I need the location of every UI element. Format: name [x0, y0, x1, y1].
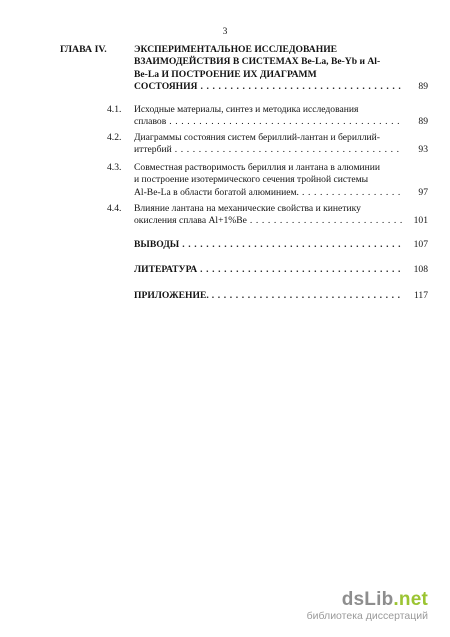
section-number: 4.1. — [107, 104, 122, 115]
chapter-title-line: СОСТОЯНИЯ . . . — [134, 81, 402, 93]
chapter-title-line: ЭКСПЕРИМЕНТАЛЬНОЕ ИССЛЕДОВАНИЕ — [134, 44, 338, 55]
section-page: 89 — [418, 116, 428, 128]
section-title-line: Влияние лантана на механические свойства и кинетику — [134, 203, 361, 214]
conclusions-page: 107 — [413, 239, 428, 250]
section-title-line: окисления сплава Al+1%Be . . . — [134, 215, 402, 227]
section-number: 4.4. — [107, 203, 122, 214]
chapter-title-line: ВЗАИМОДЕЙСТВИЯ В СИСТЕМАХ Be-La, Be-Yb и Al- — [134, 56, 381, 68]
appendix-title — [134, 290, 402, 302]
section-title-line: и построение изотермического сечения тройной системы — [134, 174, 369, 186]
section-page: 97 — [418, 186, 428, 198]
literature-title — [134, 264, 402, 276]
section-title-line: Исходные материалы, синтез и методика исследования — [134, 104, 359, 115]
page-number: 3 — [222, 27, 228, 37]
section-page: 93 — [418, 144, 428, 156]
watermark-logo-suffix: .net — [393, 589, 428, 610]
section-number: 4.2. — [107, 132, 122, 143]
conclusions-title-text: ВЫВОДЫ . . . — [134, 239, 402, 251]
appendix-title-text: ПРИЛОЖЕНИЕ. . . . — [134, 290, 402, 302]
section-title-line: Диаграммы состояния систем бериллий-лантан и бериллий- — [134, 132, 380, 143]
watermark-subtitle: библиотека диссертаций — [306, 610, 428, 622]
literature-title-text: ЛИТЕРАТУРА . . . — [134, 264, 402, 276]
section-title-line: сплавов . . . — [134, 116, 402, 128]
chapter-label: ГЛАВА IV. — [60, 44, 107, 55]
section-title — [134, 203, 402, 228]
section-title — [134, 104, 402, 129]
watermark-logo-main: dsLib — [341, 589, 394, 610]
section-title — [134, 132, 402, 157]
section-number: 4.3. — [107, 162, 122, 173]
watermark[interactable] — [307, 590, 428, 623]
appendix-page: 117 — [413, 290, 428, 301]
chapter-page: 89 — [418, 81, 428, 92]
section-title — [134, 162, 402, 199]
watermark-logo — [307, 590, 428, 610]
section-title-line: иттербий . . . — [134, 144, 402, 156]
chapter-title — [134, 44, 402, 94]
literature-page: 108 — [413, 264, 428, 275]
section-title-line: Al-Be-La в области богатой алюминием. . . . — [134, 187, 402, 199]
conclusions-title — [134, 239, 402, 251]
chapter-title-line: Be-La И ПОСТРОЕНИЕ ИХ ДИАГРАММ — [134, 68, 317, 80]
section-page: 101 — [413, 215, 428, 227]
section-title-line: Совместная растворимость бериллия и лантана в алюминии — [134, 162, 381, 173]
